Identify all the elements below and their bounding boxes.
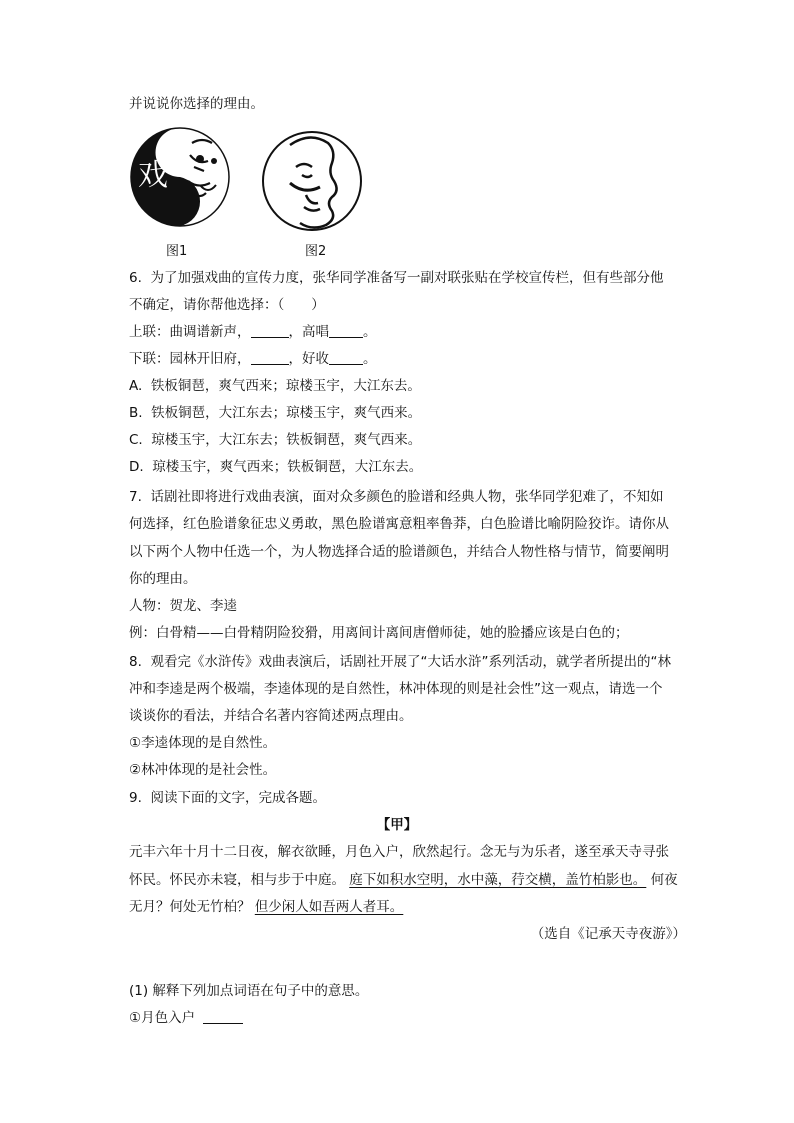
q6-option-b[interactable]: B. 铁板铜琶，大江东去；琼楼玉宇，爽气西来。	[129, 405, 422, 421]
q6-upper-end: 。	[363, 324, 377, 340]
intro-text: 并说说你选择的理由。	[129, 96, 264, 112]
q7-line4: 你的理由。	[129, 571, 197, 587]
q6-lower-blank2[interactable]	[329, 350, 363, 365]
q6-upper-prefix: 上联：曲调谱新声，	[129, 324, 251, 340]
q8-line2: 冲和李逵是两个极端，李逵体现的是自然性，林冲体现的则是社会性”这一观点，请选一个	[129, 681, 663, 697]
q9-passage-underlined-1: 庭下如积水空明，水中藻，荇交横，盖竹柏影也。	[349, 872, 647, 888]
figure1-mask-image	[131, 128, 229, 226]
q6-option-a[interactable]: A. 铁板铜琶，爽气西来；琼楼玉宇，大江东去。	[129, 378, 421, 394]
q9-sub1-item1	[129, 1009, 243, 1027]
q6-upper-blank2[interactable]	[329, 323, 363, 338]
q9-sub1: (1) 解释下列加点词语在句子中的意思。	[129, 983, 369, 999]
q6-lower-blank1[interactable]	[251, 350, 289, 365]
q8-point2: ②林冲体现的是社会性。	[129, 762, 277, 778]
q6-stem-line1: 6. 为了加强戏曲的宣传力度，张华同学准备写一副对联张贴在学校宣传栏，但有些部分他	[129, 270, 664, 286]
q9-passage-line2-b: 何夜	[650, 872, 678, 888]
q6-upper-couplet	[129, 323, 377, 341]
q6-option-d[interactable]: D. 琼楼玉宇，爽气西来；铁板铜琶，大江东去。	[129, 459, 423, 475]
figure2-caption: 图2	[305, 244, 327, 259]
q9-sub1-item1-text: ①月色入户	[129, 1010, 196, 1026]
q9-section-title: 【甲】	[376, 817, 418, 833]
q6-upper-blank1[interactable]	[251, 323, 289, 338]
q6-lower-couplet	[129, 350, 377, 368]
q7-example: 例：白骨精——白骨精阴险狡猾，用离间计离间唐僧师徒，她的脸播应该是白色的；	[129, 625, 629, 641]
q9-passage-line1: 元丰六年十月十二日夜，解衣欲睡，月色入户，欣然起行。念无与为乐者，遂至承天寺寻张	[129, 844, 669, 860]
figures-area	[130, 123, 380, 263]
q9-passage-underlined-2: 但少闲人如吾两人者耳。	[254, 899, 404, 915]
q8-line3: 谈谈你的看法，并结合名著内容简述两点理由。	[129, 708, 413, 724]
q9-passage-line3-a: 无月？何处无竹柏？	[129, 899, 251, 915]
q9-passage-line2	[129, 871, 678, 889]
q9-sub1-item1-blank[interactable]	[203, 1009, 243, 1024]
q8-line1: 8. 观看完《水浒传》戏曲表演后，话剧社开展了“大话水浒”系列活动，就学者所提出的“林	[129, 654, 671, 670]
q9-passage-line2-a: 怀民。怀民亦未寝，相与步于中庭。	[129, 872, 345, 888]
q6-lower-mid: ，好收	[288, 351, 329, 367]
figure1-glyph: 戏	[138, 158, 168, 193]
q7-line2: 何选择，红色脸谱象征忠义勇敢，黑色脸谱寓意粗率鲁莽，白色脸谱比喻阴险狡诈。请你从	[129, 516, 669, 532]
figure1-caption: 图1	[166, 244, 188, 259]
q7-people: 人物：贺龙、李逵	[129, 598, 237, 614]
q6-lower-end: 。	[363, 351, 377, 367]
q9-passage-line3	[129, 898, 403, 916]
q9-source: （选自《记承天寺夜游》）	[530, 926, 686, 942]
figure2-mask-image	[263, 132, 361, 230]
q6-stem-line2: 不确定，请你帮他选择：（ ）	[129, 297, 325, 313]
q9-stem: 9. 阅读下面的文字，完成各题。	[129, 790, 326, 806]
q8-point1: ①李逵体现的是自然性。	[129, 735, 277, 751]
q7-line3: 以下两个人物中任选一个，为人物选择合适的脸谱颜色，并结合人物性格与情节，简要阐明	[129, 544, 669, 560]
q6-option-c[interactable]: C. 琼楼玉宇，大江东去；铁板铜琶，爽气西来。	[129, 432, 422, 448]
q6-upper-mid: ，高唱	[288, 324, 329, 340]
q6-lower-prefix: 下联：园林开旧府，	[129, 351, 251, 367]
q7-line1: 7. 话剧社即将进行戏曲表演，面对众多颜色的脸谱和经典人物，张华同学犯难了，不知如	[129, 489, 664, 505]
